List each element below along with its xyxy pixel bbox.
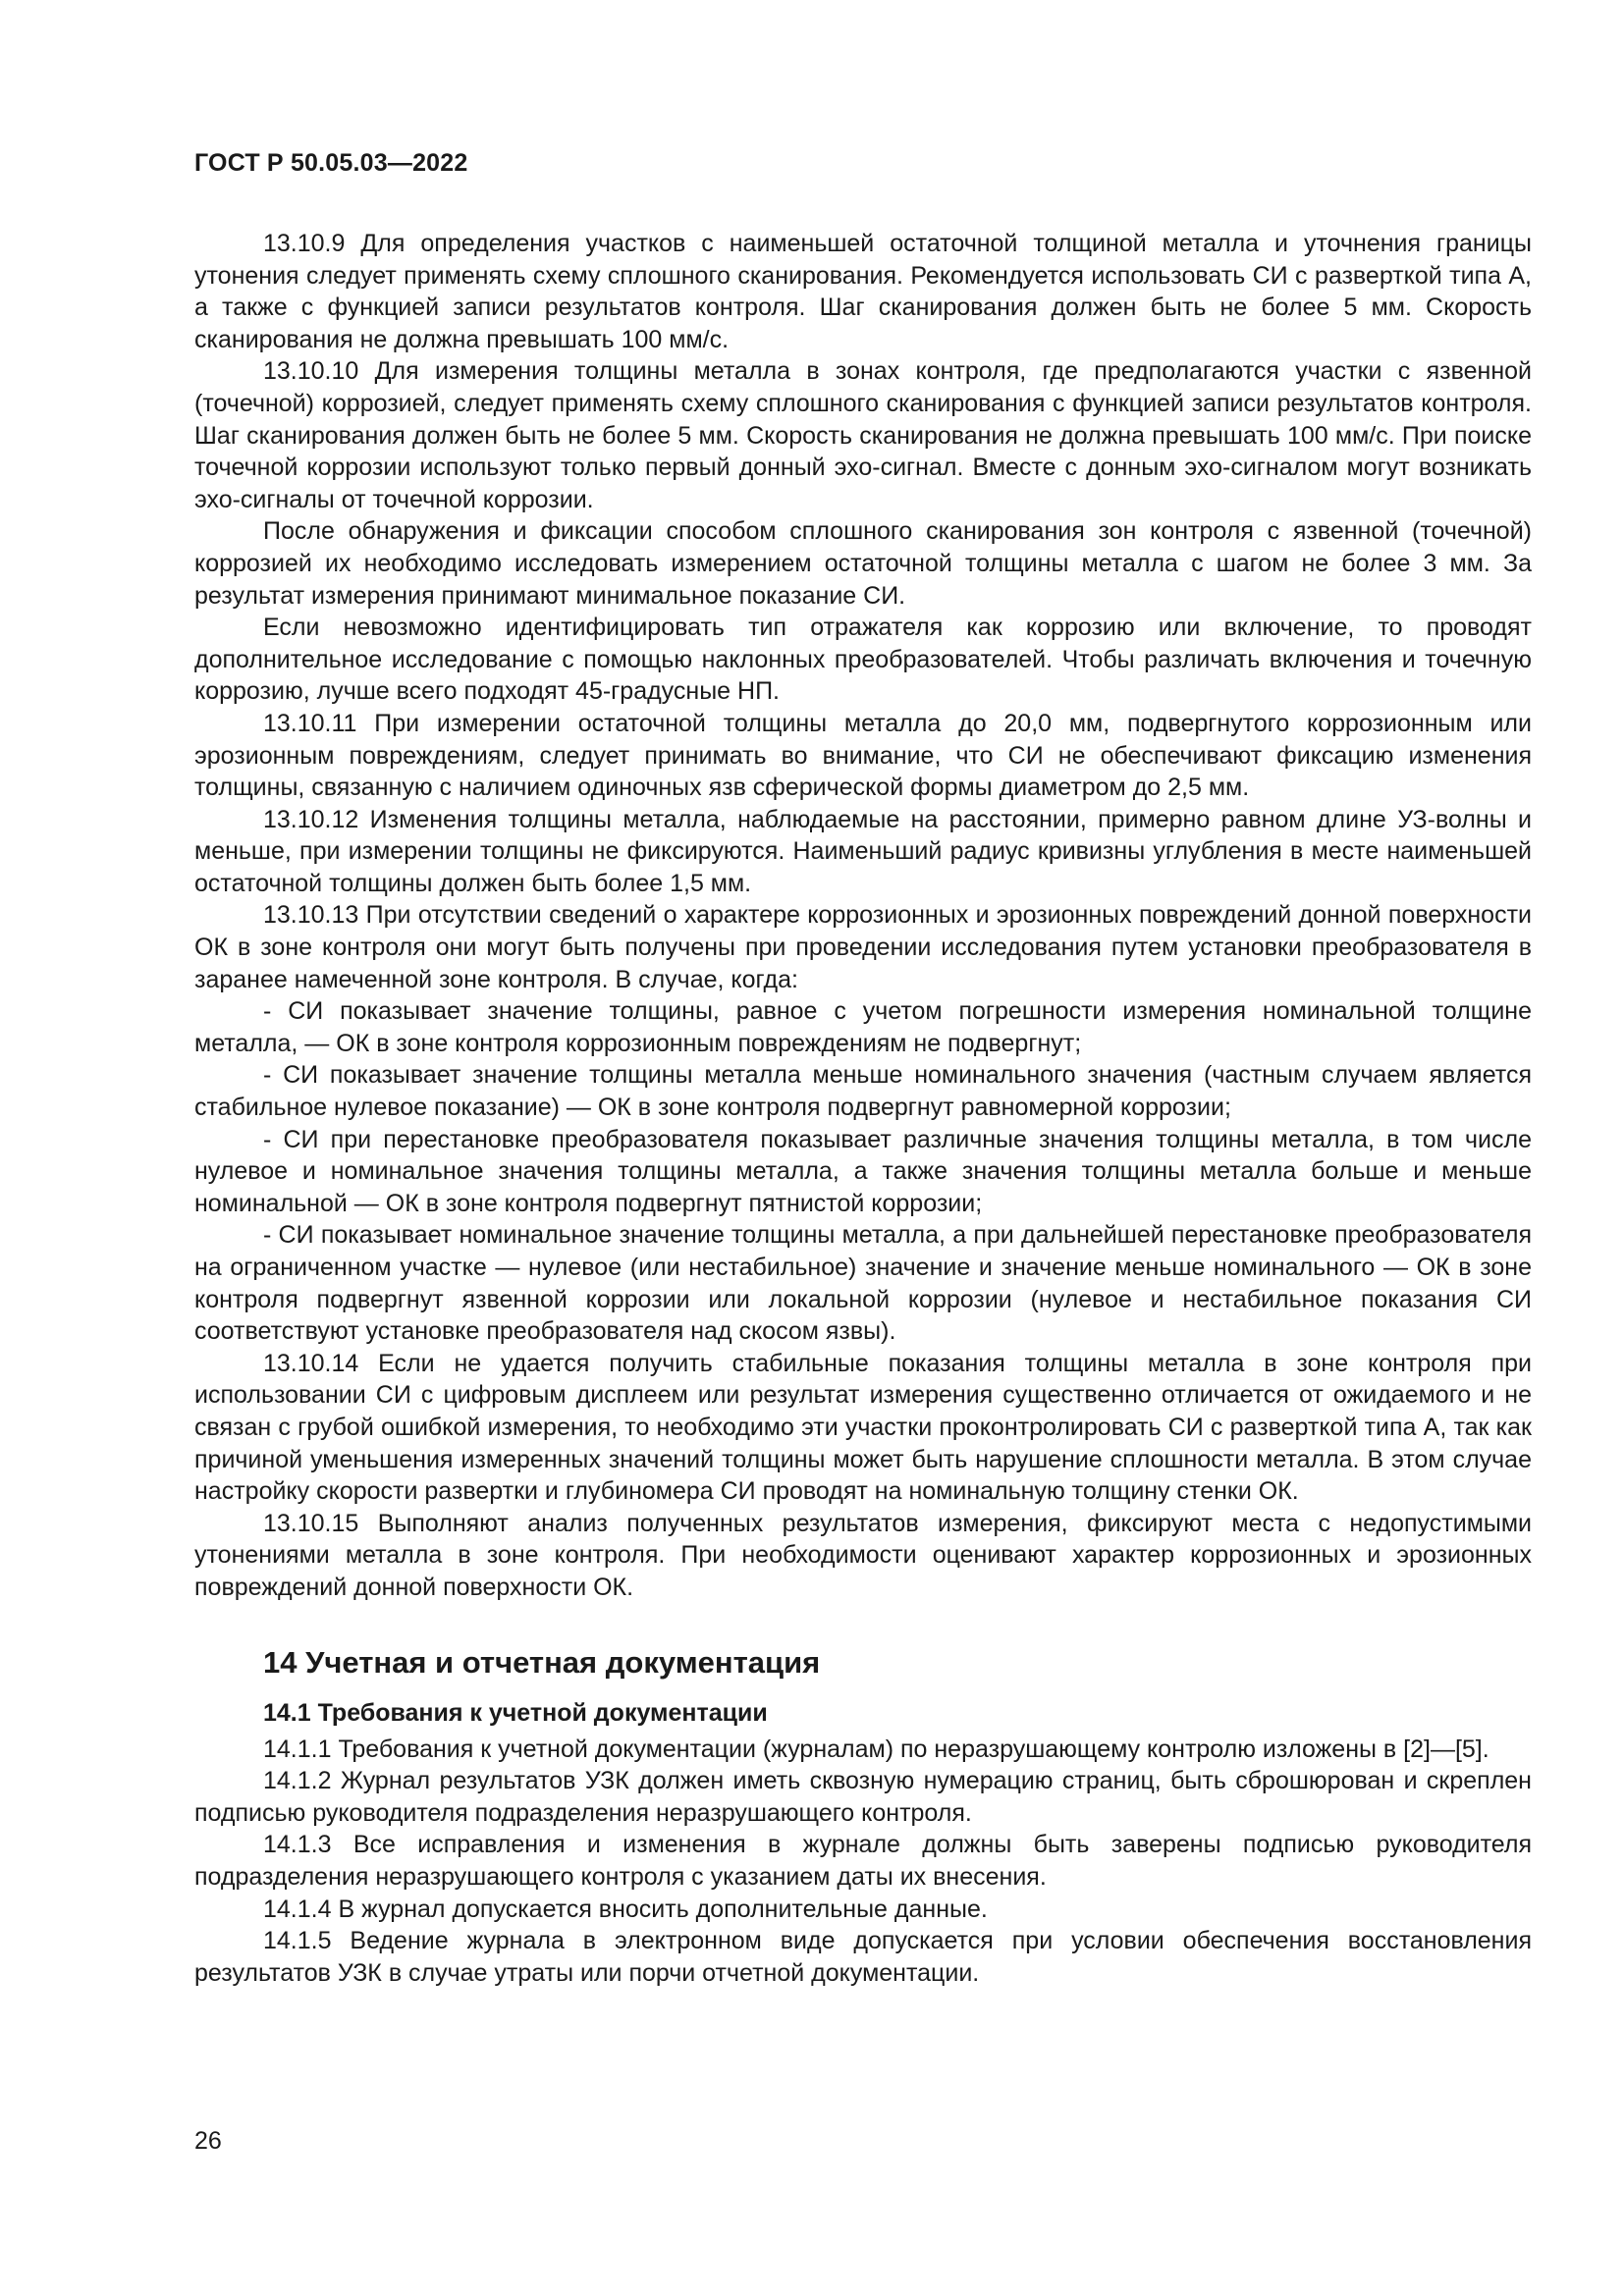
subsection-title: 14.1 Требования к учетной документации [263, 1698, 768, 1727]
paragraph-13-10-14: 13.10.14 Если не удается получить стабильные показания толщины металла в зоне контроля при использовании СИ с цифровым дисплеем или результат измерения существенно отличается от ожидаемого и не связан с грубой ошибкой измерения, то необходимо эти участки проконтролировать СИ с разверткой типа А, так как причиной уменьшения измеренных значений толщины может быть нарушение сплошности металла. В этом случае настройку скорости развертки и глубиномера СИ проводят на номинальную толщину стенки ОК. [194, 1349, 1532, 1506]
paragraph-14-1-5: 14.1.5 Ведение журнала в электронном виде допускается при условии обеспечения восстановления результатов УЗК в случае утраты или порчи отчетной документации. [194, 1927, 1532, 1987]
page-number: 26 [194, 2127, 222, 2155]
list-item-pitting-corrosion: - СИ показывает номинальное значение толщины металла, а при дальнейшей перестановке преобразователя на ограниченном участке — нулевое (или нестабильное) значение и значение меньше номинального — ОК в зоне контроля подвергнут язвенной коррозии или локальной коррозии (нулевое и нестабильное показания СИ соответствуют установке преобразователя над скосом язвы). [194, 1221, 1532, 1346]
list-item-uniform-corrosion: - СИ показывает значение толщины металла меньше номинального значения (частным случаем является стабильное нулевое показание) — ОК в зоне контроля подвергнут равномерной коррозии; [194, 1061, 1532, 1122]
page-content [194, 228, 1532, 1989]
paragraph-13-10-15: 13.10.15 Выполняют анализ полученных результатов измерения, фиксируют места с недопустимыми утонениями металла в зоне контроля. При необходимости оценивают характер коррозионных и эрозионных повреждений донной поверхности ОК. [194, 1509, 1532, 1601]
paragraph-13-10-11: 13.10.11 При измерении остаточной толщины металла до 20,0 мм, подвергнутого коррозионным или эрозионным повреждениям, следует принимать во внимание, что СИ не обеспечивают фиксацию изменения толщины, связанную с наличием одиночных язв сферической формы диаметром до 2,5 мм. [194, 709, 1532, 802]
paragraph-14-1-4: 14.1.4 В журнал допускается вносить дополнительные данные. [263, 1895, 988, 1923]
paragraph-14-1-1: 14.1.1 Требования к учетной документации (журналам) по неразрушающему контролю изложены в [2]—[5]. [263, 1735, 1489, 1763]
paragraph-14-1-2: 14.1.2 Журнал результатов УЗК должен иметь сквозную нумерацию страниц, быть сброшюрован и скреплен подписью руководителя подразделения неразрушающего контроля. [194, 1767, 1532, 1827]
paragraph-13-10-13: 13.10.13 При отсутствии сведений о характере коррозионных и эрозионных повреждений донной поверхности ОК в зоне контроля они могут быть получены при проведении исследования путем установки преобразователя в заранее намеченной зоне контроля. В случае, когда: [194, 901, 1532, 993]
list-item-nominal: - СИ показывает значение толщины, равное с учетом погрешности измерения номинальной толщине металла, — ОК в зоне контроля коррозионным повреждениям не подвергнут; [194, 997, 1532, 1057]
paragraph-reflector-type: Если невозможно идентифицировать тип отражателя как коррозию или включение, то проводят дополнительное исследование с помощью наклонных преобразователей. Чтобы различать включения и точечную коррозию, лучше всего подходят 45-градусные НП. [194, 614, 1532, 706]
section-title: 14 Учетная и отчетная документация [263, 1644, 821, 1680]
paragraph-13-10-10: 13.10.10 Для измерения толщины металла в зонах контроля, где предполагаются участки с язвенной (точечной) коррозией, следует применять схему сплошного сканирования с функцией записи результатов контроля. Шаг сканирования должен быть не более 5 мм. Скорость сканирования не должна превышать 100 мм/с. При поиске точечной коррозии используют только первый донный эхо-сигнал. Вместе с донным эхо-сигналом могут возникать эхо-сигналы от точечной коррозии. [194, 357, 1532, 513]
standard-header: ГОСТ Р 50.05.03—2022 [194, 149, 468, 177]
paragraph-13-10-12: 13.10.12 Изменения толщины металла, наблюдаемые на расстоянии, примерно равном длине УЗ-волны и меньше, при измерении толщины не фиксируются. Наименьший радиус кривизны углубления в месте наименьшей остаточной толщины должен быть более 1,5 мм. [194, 805, 1532, 897]
paragraph-14-1-3: 14.1.3 Все исправления и изменения в журнале должны быть заверены подписью руководителя подразделения неразрушающего контроля с указанием даты их внесения. [194, 1831, 1532, 1891]
paragraph-13-10-9: 13.10.9 Для определения участков с наименьшей остаточной толщиной металла и уточнения границы утонения следует применять схему сплошного сканирования. Рекомендуется использовать СИ с разверткой типа А, а также с функцией записи результатов контроля. Шаг сканирования должен быть не более 5 мм. Скорость сканирования не должна превышать 100 мм/с. [194, 230, 1532, 353]
list-item-spotted-corrosion: - СИ при перестановке преобразователя показывает различные значения толщины металла, в том числе нулевое и номинальное значения толщины металла, а также значения толщины металла больше и меньше номинальной — ОК в зоне контроля подвергнут пятнистой коррозии; [194, 1125, 1532, 1217]
paragraph-after-detection: После обнаружения и фиксации способом сплошного сканирования зон контроля с язвенной (точечной) коррозией их необходимо исследовать измерением остаточной толщины металла с шагом не более 3 мм. За результат измерения принимают минимальное показание СИ. [194, 517, 1532, 610]
